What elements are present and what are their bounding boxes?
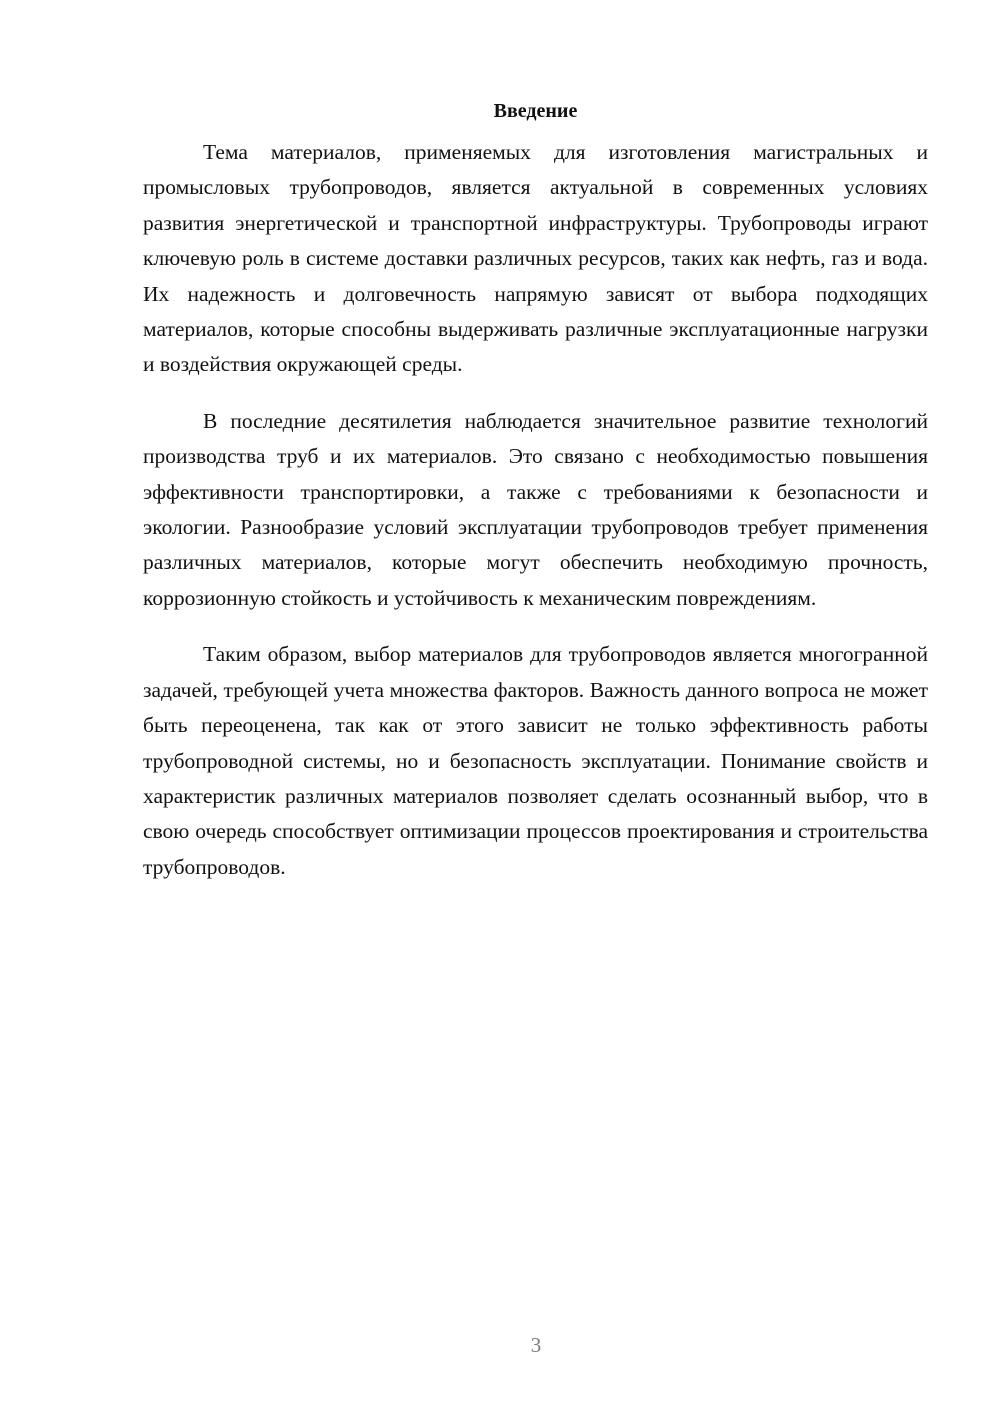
page-content xyxy=(143,96,928,906)
paragraph-1: Тема материалов, применяемых для изготовления магистральных и промысловых трубопроводов, является актуальной в современных условиях развития энергетической и транспортной инфраструктуры. Трубопроводы играют ключевую роль в системе доставки различных ресурсов, таких как нефть, газ и вода. Их надежность и долговечность напрямую зависят от выбора подходящих материалов, которые способны выдерживать различные эксплуатационные нагрузки и воздействия окружающей среды. xyxy=(143,140,928,377)
page-number: 3 xyxy=(530,1333,542,1357)
section-heading: Введение xyxy=(493,100,578,122)
paragraph-3: Таким образом, выбор материалов для трубопроводов является многогранной задачей, требующей учета множества факторов. Важность данного вопроса не может быть переоценена, так как от этого зависит не только эффективность работы трубопроводной системы, но и безопасность эксплуатации. Понимание свойств и характеристик различных материалов позволяет сделать осознанный выбор, что в свою очередь способствует оптимизации процессов проектирования и строительства трубопроводов. xyxy=(143,642,928,879)
paragraph-2: В последние десятилетия наблюдается значительное развитие технологий производства труб и их материалов. Это связано с необходимостью повышения эффективности транспортировки, а также с требованиями к безопасности и экологии. Разнообразие условий эксплуатации трубопроводов требует применения различных материалов, которые могут обеспечить необходимую прочность, коррозионную стойкость и устойчивость к механическим повреждениям. xyxy=(143,408,928,610)
